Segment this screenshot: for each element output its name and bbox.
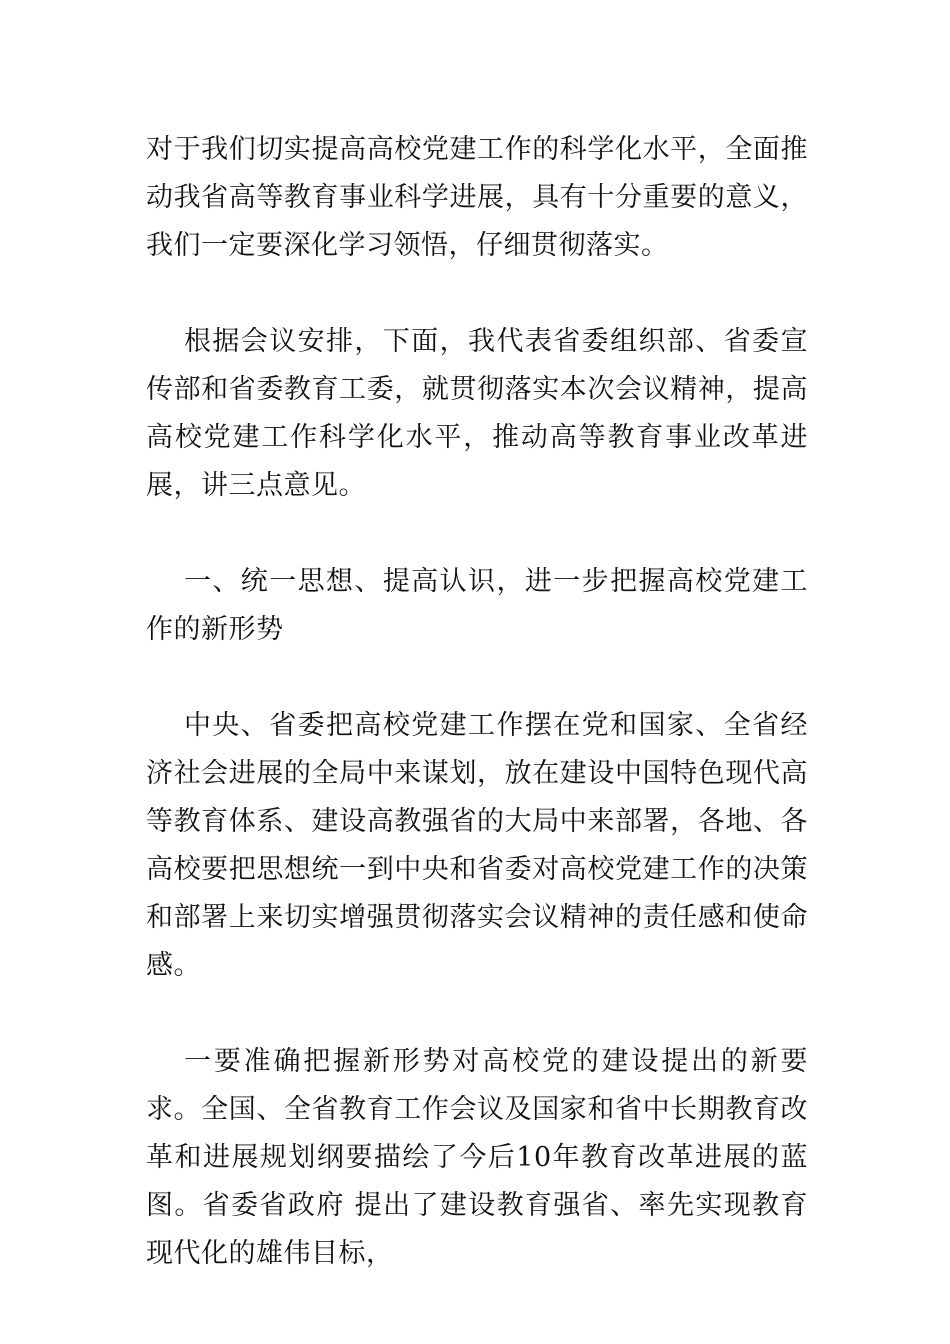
document-body bbox=[146, 126, 808, 1326]
paragraph-central-provincial: 中央、省委把高校党建工作摆在党和国家、全省经济社会进展的全局中来谋划，放在建设中国特色现代高等教育体系、建设高教强省的大局中来部署，各地、各高校要把思想统一到中央和省委对高校党建工作的决策和部署上来切实增强贯彻落实会议精神的责任感和使命感。 bbox=[146, 710, 808, 981]
paragraph-continuation: 对于我们切实提高高校党建工作的科学化水平，全面推动我省高等教育事业科学进展，具有十分重要的意义，我们一定要深化学习领悟，仔细贯彻落实。 bbox=[146, 134, 808, 261]
paragraph-new-requirements: 一要准确把握新形势对高校党的建设提出的新要求。全国、全省教育工作会议及国家和省中长期教育改革和进展规划纲要描绘了今后10年教育改革进展的蓝图。省委省政府 提出了建设教育强省、率先实现教育现代化的雄伟目标， bbox=[146, 1046, 808, 1269]
paragraph-meeting-arrangement: 根据会议安排，下面，我代表省委组织部、省委宣传部和省委教育工委，就贯彻落实本次会议精神，提高高校党建工作科学化水平，推动高等教育事业改革进展，讲三点意见。 bbox=[146, 326, 808, 501]
section-heading-one: 一、统一思想、提高认识，进一步把握高校党建工作的新形势 bbox=[146, 566, 808, 645]
